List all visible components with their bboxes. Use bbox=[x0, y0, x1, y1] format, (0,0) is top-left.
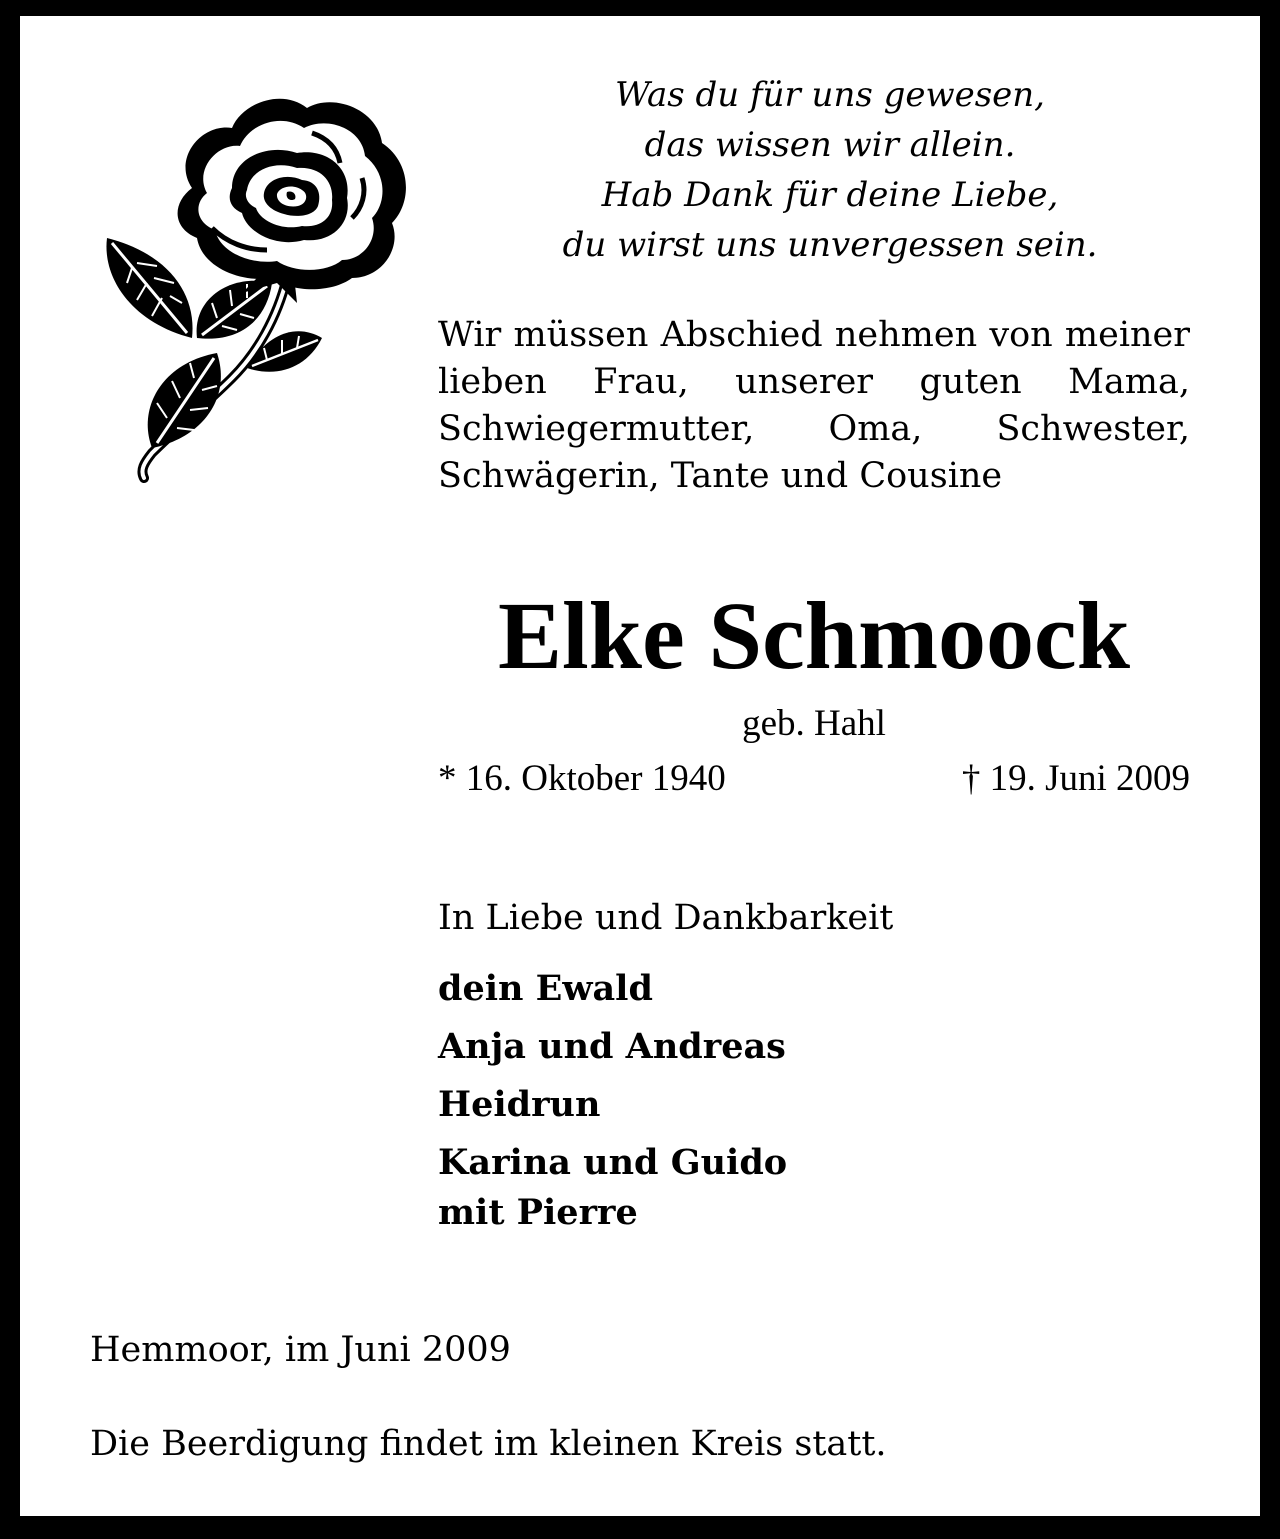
closing-phrase: In Liebe und Dankbarkeit bbox=[438, 898, 894, 938]
poem-line: Hab Dank für deine Liebe, bbox=[601, 175, 1059, 215]
mourner-entry: mit Pierre bbox=[438, 1192, 638, 1233]
rose-icon bbox=[82, 78, 452, 498]
farewell-intro: Wir müssen Abschied nehmen von meiner lieben Frau, unserer guten Mama, Schwiegermutter, Oma, Schwester, Schwägerin, Tante und Cousine bbox=[438, 315, 1190, 496]
mourner-entry: dein Ewald bbox=[438, 968, 653, 1009]
poem-line: Was du für uns gewesen, bbox=[615, 75, 1045, 115]
birth-date: * 16. Oktober 1940 bbox=[438, 758, 726, 799]
poem-line: du wirst uns unvergessen sein. bbox=[562, 225, 1098, 265]
deceased-name: Elke Schmoock bbox=[497, 582, 1131, 689]
mourner-entry: Karina und Guido bbox=[438, 1142, 788, 1183]
mourner-entry: Anja und Andreas bbox=[438, 1026, 786, 1067]
mourner-entry: Heidrun bbox=[438, 1084, 601, 1125]
poem-line: das wissen wir allein. bbox=[644, 125, 1016, 165]
obituary-notice bbox=[20, 16, 1260, 1516]
place-date: Hemmoor, im Juni 2009 bbox=[90, 1330, 511, 1370]
burial-note: Die Beerdigung findet im kleinen Kreis statt. bbox=[90, 1424, 887, 1464]
death-date: † 19. Juni 2009 bbox=[961, 758, 1190, 799]
memorial-poem bbox=[450, 70, 1210, 270]
maiden-name: geb. Hahl bbox=[742, 703, 886, 744]
mourners-list bbox=[438, 964, 787, 1238]
